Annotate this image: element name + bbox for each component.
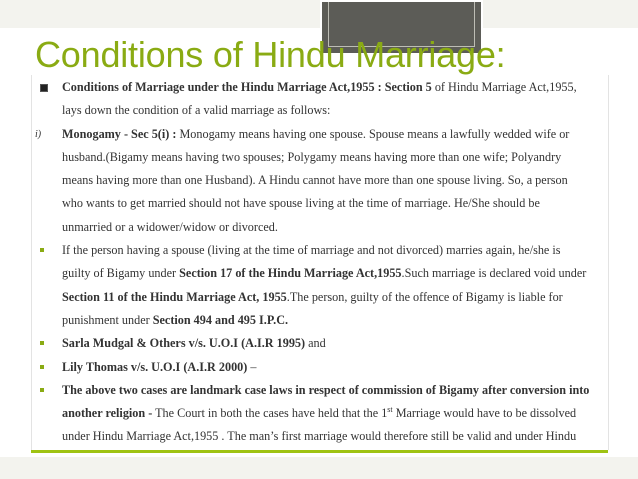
- text-line: [62, 309, 606, 332]
- text: Monogamy means having one spouse. Spouse means a lawfully wedded wife or: [176, 126, 570, 141]
- text-line: [62, 286, 606, 309]
- text: .The person, guilty of the offence of Bigamy is liable for: [286, 289, 563, 304]
- text: guilty of Bigamy under: [62, 266, 180, 281]
- bold-text: Conditions of Marriage under the Hindu Marriage Act,1955 : Section 5: [62, 80, 432, 94]
- bold-text: Sarla Mudgal & Others v/s. U.O.I (A.I.R 1995): [62, 336, 306, 351]
- bold-text: Monogamy - Sec 5(i) :: [62, 126, 177, 141]
- small-square-bullet-icon: [40, 341, 44, 345]
- text-line: under Hindu Marriage Act,1955 . The man’s first marriage would therefore still be valid and under Hindu: [62, 429, 577, 444]
- small-square-bullet-icon: [40, 248, 44, 252]
- bold-text: Section 17 of the Hindu Marriage Act,1955: [179, 266, 402, 281]
- text-line: [62, 123, 606, 146]
- bottom-accent-rule: [31, 450, 608, 453]
- text: Marriage would have to be dissolved: [392, 406, 577, 421]
- text-line: lays down the condition of a valid marriage as follows:: [62, 103, 331, 118]
- text-line: unmarried or a widower/widow or divorced.: [62, 219, 278, 234]
- bold-text: The above two cases are landmark case laws in respect of commission of Bigamy after conversion into: [62, 382, 590, 397]
- square-bullet-icon: [40, 84, 48, 92]
- top-band: [0, 0, 638, 28]
- text-line: If the person having a spouse (living at the time of marriage and not divorced) marries again, he/she is: [62, 243, 561, 258]
- text: –: [247, 359, 257, 374]
- text-line: husband.(Bigamy means having two spouses; Polygamy means having more than one wife; Polyandry: [62, 149, 562, 164]
- text-line: who wants to get married should not have spouse living at the time of marriage. He/She should be: [62, 196, 540, 211]
- text-line: means having more than one Husband). A Hindu cannot have more than one spouse living. So, a person: [62, 173, 568, 188]
- slide-title: Conditions of Hindu Marriage:: [35, 34, 506, 75]
- list-item-sarla-mudgal: [34, 332, 606, 355]
- small-square-bullet-icon: [40, 365, 44, 369]
- text: The Court in both the cases have held that the 1: [152, 406, 388, 421]
- text-line: [62, 332, 606, 355]
- text-line: [62, 356, 606, 379]
- text-line: [62, 402, 606, 425]
- bold-text: Section 11 of the Hindu Marriage Act, 1955: [62, 289, 287, 304]
- text: punishment under: [62, 312, 153, 327]
- text: of Hindu Marriage Act,1955,: [431, 80, 577, 94]
- text: .Such marriage is declared void under: [401, 266, 587, 281]
- text-line: [62, 262, 606, 285]
- list-item-landmark-cases: [34, 379, 606, 449]
- list-item-conditions: [34, 76, 606, 123]
- small-square-bullet-icon: [40, 388, 44, 392]
- superscript: st: [387, 405, 393, 415]
- bottom-band: [0, 457, 638, 479]
- slide-body: [34, 76, 606, 449]
- text-line: [62, 76, 606, 99]
- bold-text: another religion -: [62, 406, 153, 421]
- bold-text: Lily Thomas v/s. U.O.I (A.I.R 2000): [62, 359, 248, 374]
- list-item-bigamy: [34, 239, 606, 332]
- text-line: [62, 379, 606, 402]
- list-item-monogamy: [34, 123, 606, 239]
- list-item-lily-thomas: [34, 356, 606, 379]
- text: and: [305, 336, 326, 351]
- bold-text: Section 494 and 495 I.P.C.: [152, 312, 289, 327]
- roman-numeral-marker: i): [35, 128, 42, 140]
